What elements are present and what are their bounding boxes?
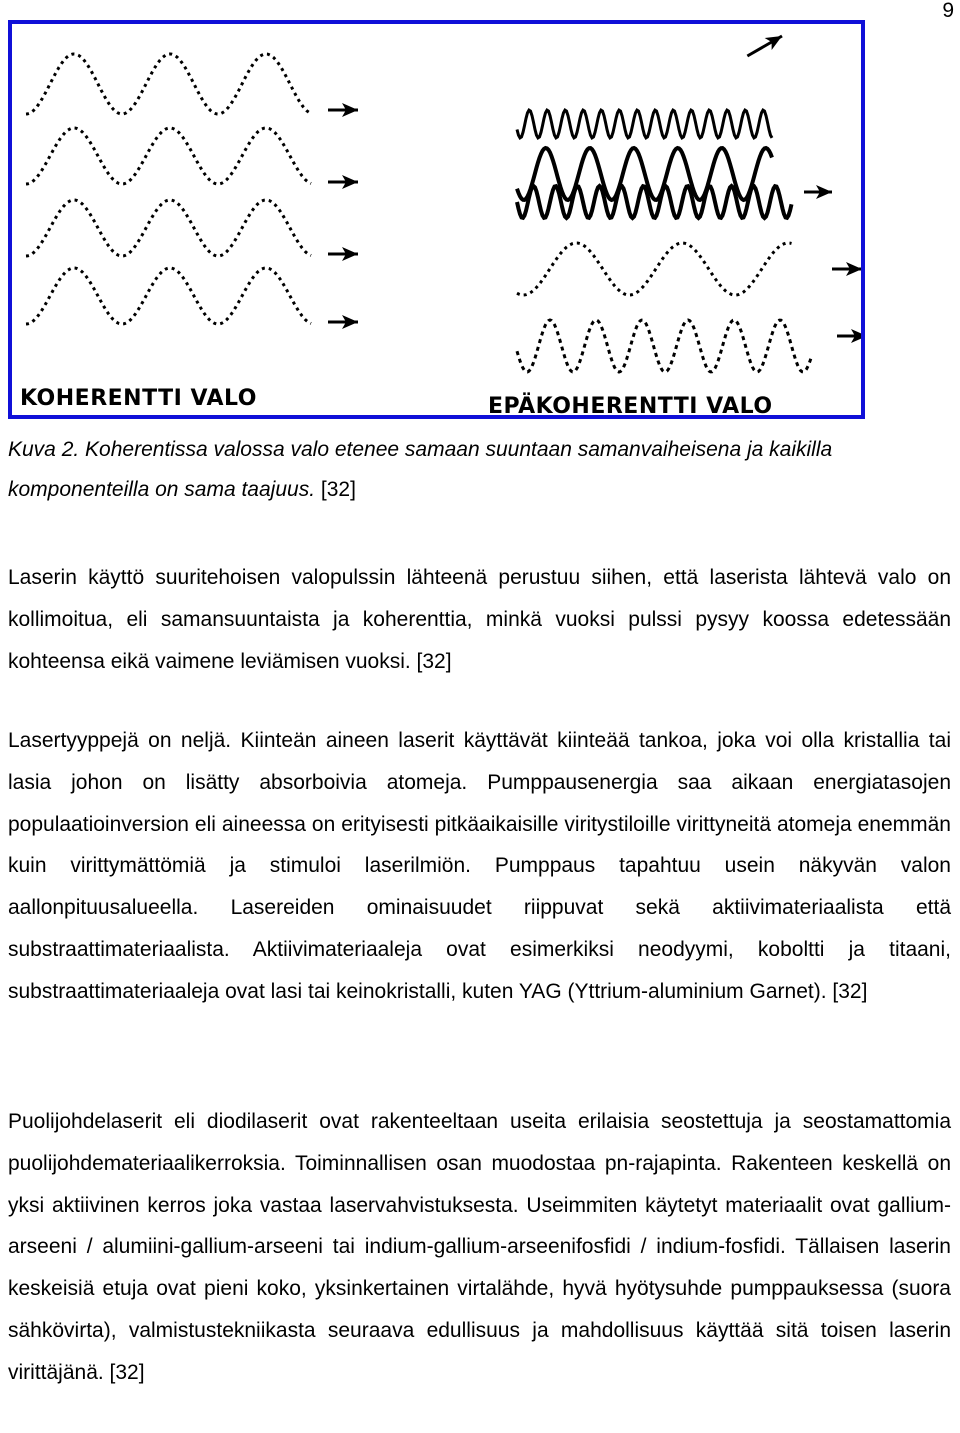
coherent-wave-2-arrow-icon (328, 175, 358, 189)
incoherent-wave-1-arrow-icon (744, 30, 786, 62)
wave-illustration (12, 24, 861, 415)
coherent-light-label: KOHERENTTI VALO (20, 386, 257, 411)
incoherent-wave-3-arrow-icon (832, 262, 861, 276)
coherent-wave-1-arrow-icon (328, 103, 358, 117)
coherent-wave-3 (26, 200, 311, 256)
coherent-wave-2 (26, 128, 311, 184)
coherence-figure (8, 20, 865, 419)
coherent-wave-4 (26, 268, 311, 324)
incoherent-light-label: EPÄKOHERENTTI VALO (488, 394, 773, 419)
coherent-wave-4-arrow-icon (328, 315, 358, 329)
incoherent-wave-2-arrow-icon (804, 185, 832, 199)
incoherent-wave-3 (517, 243, 792, 295)
caption-reference: [32] (320, 478, 356, 501)
caption-text: Kuva 2. Koherentissa valossa valo etenee samaan suuntaan samanvaiheisena ja kaikilla komponenteilla on sama taajuus. (8, 438, 833, 501)
coherent-wave-3-arrow-icon (328, 247, 358, 261)
incoherent-wave-4 (517, 320, 811, 372)
figure-caption (8, 430, 928, 510)
coherent-wave-1 (26, 54, 311, 114)
paragraph-laser-types: Lasertyyppejä on neljä. Kiinteän aineen laserit käyttävät kiinteää tankoa, joka voi olla kristallia tai lasia johon on lisätty absorboivia atomeja. Pumppausenergia saa aikaan energiatasojen populaatioinversion eli aineessa on erityisesti pitkäaikaisille viritystiloille virittyneitä atomeja enemmän kuin virittymättömiä ja stimuloi laserilmiön. Pumppaus tapahtuu usein näkyvän valon aallonpituusalueella. Lasereiden ominaisuudet riippuvat sekä aktiivimateriaalista että substraattimateriaalista. Aktiivimateriaaleja ovat esimerkiksi neodyymi, koboltti ja titaani, substraattimateriaaleja ovat lasi tai keinokristalli, kuten YAG (Yttrium-aluminium Garnet). [32] (8, 729, 951, 1003)
paragraph-laser-pulse: Laserin käyttö suuritehoisen valopulssin lähteenä perustuu siihen, että laserista lähtevä valo on kollimoitua, eli samansuuntaista ja koherenttia, minkä vuoksi pulssi pysyy koossa edetessään kohteensa eikä vaimene leviämisen vuoksi. [32] (8, 566, 951, 673)
incoherent-wave-5 (517, 110, 772, 138)
incoherent-wave-2 (517, 186, 792, 218)
incoherent-wave-4-arrow-icon (837, 329, 861, 343)
paragraph-semiconductor-lasers: Puolijohdelaserit eli diodilaserit ovat rakenteeltaan useita erilaisia seostettuja ja seostamattomia puolijohdemateriaalikerroksia. Toiminnallisen osan muodostaa pn-rajapinta. Rakenteen keskellä on yksi aktiivinen kerros joka vastaa laservahvistuksesta. Useimmiten käytetyt materiaalit ovat gallium-arseeni / alumiini-gallium-arseeni tai indium-gallium-arseenifosfidi / indium-fosfidi. Tällaisen laserin keskeisiä etuja ovat pieni koko, yksinkertainen virtalähde, hyvä hyötysuhde pumppauksessa (suora sähkövirta), valmistustekniikasta seuraava edullisuus ja mahdollisuus käyttää sitä toisen laserin virittäjänä. [32] (8, 1110, 951, 1384)
page-number: 9 (942, 0, 954, 22)
